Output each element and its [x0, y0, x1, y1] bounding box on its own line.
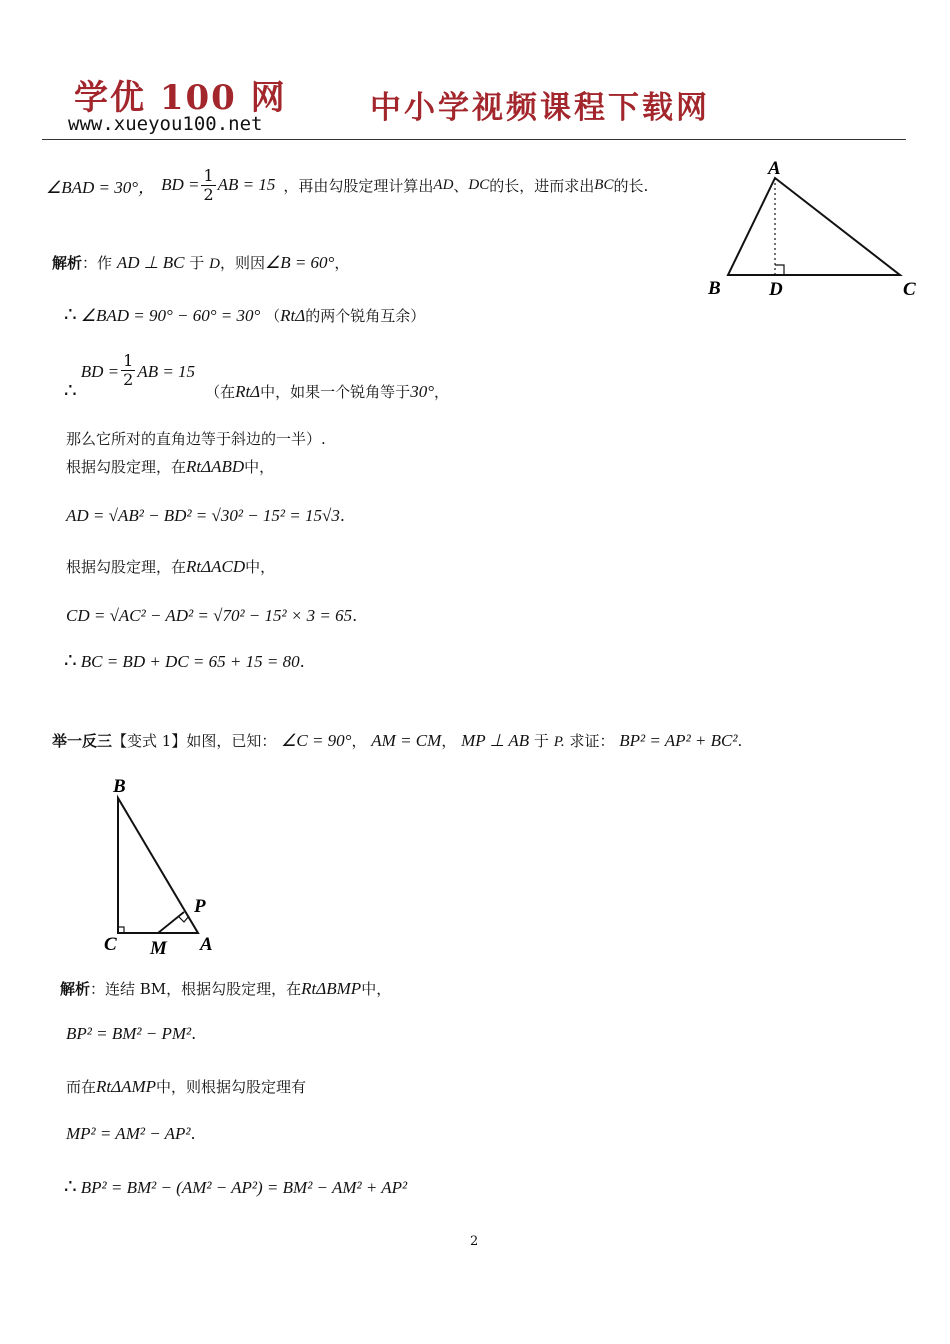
variant-text-b: 于 [533, 732, 549, 750]
logo-title: 学优 100 网 [74, 78, 287, 118]
sol2-line2 [66, 1076, 306, 1097]
pyth1-text-b: 中， [244, 458, 275, 476]
therefore-symbol: ∴ [64, 302, 77, 326]
sol2-text-a: ：连结 BM，根据勾股定理，在 [90, 980, 302, 998]
bc-calc [64, 648, 305, 672]
ad-perp-bc: AD ⊥ BC [116, 253, 185, 272]
comma: ， [351, 732, 367, 750]
header-slogan: 中小学视频课程下载网 [370, 90, 710, 126]
step2-ab: AB = 15 [137, 362, 196, 381]
sep: 、 [453, 176, 469, 195]
variant-text-a: 如图，已知： [186, 732, 277, 750]
sol1-step1 [64, 302, 425, 326]
period: . [737, 732, 743, 750]
eq3-math: BP² = BM² − (AM² − AP²) = BM² − AM² + AP² [80, 1178, 408, 1197]
intro-line [46, 160, 648, 210]
step2-comma: ， [434, 383, 450, 401]
variant-text-c: 求证： [569, 732, 615, 750]
pyth1-text: 根据勾股定理，在 [66, 458, 187, 476]
ad-calc-math: AD = √AB² − BD² = √30² − 15² = 15√3 [66, 506, 340, 525]
bc-calc-math: BC = BD + DC = 65 + 15 = 80 [80, 652, 300, 671]
sol2-eq2 [66, 1124, 196, 1144]
therefore-symbol: ∴ [64, 648, 77, 672]
sol2-label: 解析 [60, 980, 91, 998]
bd-math: BD = [161, 175, 200, 194]
header-rule [42, 139, 906, 140]
step2-note-open: （在 [205, 383, 236, 401]
step2-rt: RtΔ [235, 382, 261, 401]
pyth1-tri: RtΔABD [186, 457, 245, 476]
pyth2-text: 根据勾股定理，在 [66, 558, 187, 576]
step2-bd: BD = [80, 362, 120, 381]
fig2-label-c: C [104, 934, 117, 955]
intro-text-2: 的长，进而求出 [489, 176, 595, 195]
fig1-label-a: A [768, 158, 781, 179]
bc-label: BC [594, 176, 614, 193]
ab-math: AB = 15 [217, 175, 276, 194]
sol1-pyth1 [66, 456, 274, 477]
sol1-step2-cont: 那么它所对的直角边等于斜边的一半）. [66, 430, 326, 448]
step1-math: ∠BAD = 90° − 60° = 30° [80, 306, 261, 325]
sol1-step2 [64, 352, 449, 402]
cd-calc-math: CD = √AC² − AD² = √70² − 15² × 3 = 65 [66, 606, 353, 625]
sol2-line1 [60, 978, 391, 999]
period: . [191, 1024, 197, 1043]
sol2-eq3 [64, 1174, 407, 1198]
figure-triangle-bca [98, 770, 228, 960]
fig2-label-a: A [200, 934, 213, 955]
fig2-label-m: M [150, 938, 167, 959]
fig2-label-b: B [113, 776, 126, 797]
page-number: 2 [470, 1234, 479, 1249]
angle-bad-math: ∠BAD = 30°， [46, 177, 156, 197]
therefore-symbol: ∴ [64, 378, 77, 402]
figure-triangle-abc [700, 150, 930, 300]
pyth2-tri: RtΔACD [186, 557, 246, 576]
intro-text-3: 的长. [613, 176, 649, 195]
sol1-pyth2 [66, 556, 275, 577]
cond-am-cm: AM = CM [371, 731, 442, 750]
ad-calc [66, 506, 345, 526]
sol2-tri2: RtΔAMP [96, 1077, 157, 1096]
period: . [339, 506, 345, 525]
sol2-text-b: 中， [361, 980, 392, 998]
fig1-label-c: C [903, 279, 916, 300]
point-p: P. [553, 734, 565, 750]
goal-math: BP² = AP² + BC² [619, 731, 738, 750]
sol1-line1 [52, 252, 349, 273]
period: . [299, 652, 305, 671]
half-fraction-2: $\frac{1}{2}$ [123, 351, 134, 389]
therefore-symbol: ∴ [64, 1174, 77, 1198]
angle-b-60: ∠B = 60° [264, 253, 335, 272]
fig2-label-p: P [194, 896, 206, 917]
logo-url: www.xueyou100.net [68, 113, 263, 135]
pyth2-text-b: 中， [245, 558, 276, 576]
sol1-colon: ：作 [82, 254, 113, 272]
intro-text-1: ，再由勾股定理计算出 [283, 176, 434, 195]
variant-line [52, 730, 742, 751]
eq2-math: MP² = AM² − AP² [66, 1124, 191, 1143]
sol2-eq1 [66, 1024, 196, 1044]
sol2-tri1: RtΔBMP [301, 979, 362, 998]
period: . [352, 606, 358, 625]
step2-deg: 30° [410, 382, 434, 401]
point-d: D [209, 256, 220, 272]
sol1-label: 解析 [52, 254, 83, 272]
fig1-label-b: B [708, 278, 721, 299]
ad-label: AD [433, 176, 454, 193]
step1-note-open: （ [265, 307, 281, 325]
fig1-label-d: D [769, 279, 783, 300]
cond-mp-perp-ab: MP ⊥ AB [461, 731, 530, 750]
variant-tag: 【变式 1】 [112, 732, 187, 750]
comma: ， [441, 732, 457, 750]
eq1-math: BP² = BM² − PM² [66, 1024, 192, 1043]
period: . [190, 1124, 196, 1143]
sol2-text-d: 中，则根据勾股定理有 [156, 1078, 307, 1096]
sol1-then: ，则因 [219, 254, 265, 272]
sol2-text-c: 而在 [66, 1078, 97, 1096]
sol1-yu: 于 [189, 254, 205, 272]
variant-label: 举一反三 [52, 732, 113, 750]
step1-rt: RtΔ [280, 306, 306, 325]
cd-calc [66, 606, 357, 626]
half-fraction: $\frac{1}{2}$ [203, 165, 214, 204]
cond-angle-c: ∠C = 90° [281, 731, 352, 750]
step1-note: 的两个锐角互余） [305, 307, 426, 325]
sol1-comma: ， [334, 254, 350, 272]
step2-note: 中，如果一个锐角等于 [260, 383, 411, 401]
dc-label: DC [468, 176, 490, 193]
